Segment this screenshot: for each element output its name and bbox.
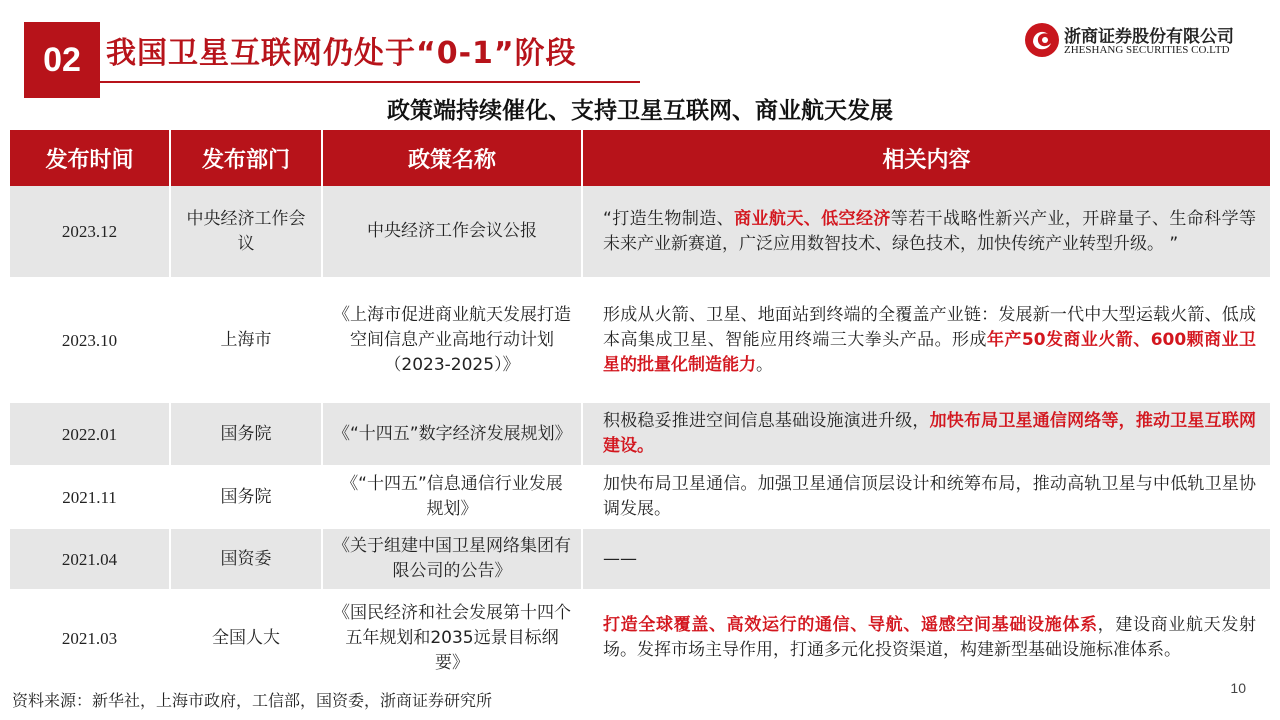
cell-department: 中央经济工作会议 (170, 186, 322, 278)
highlighted-text: 加快布局卫星通信网络等，推动卫星互联网建设。 (603, 411, 1256, 456)
zheshang-logo-icon (1024, 22, 1060, 58)
cell-date: 2021.03 (10, 590, 170, 686)
content-text: —— (603, 548, 637, 569)
highlighted-text: 年产50发商业火箭、600颗商业卫星的批量化制造能力 (603, 329, 1256, 375)
cell-date: 2023.12 (10, 186, 170, 278)
cell-date: 2022.01 (10, 402, 170, 466)
cell-date: 2021.04 (10, 528, 170, 590)
table-row (10, 590, 1270, 686)
table-subtitle: 政策端持续催化、支持卫星互联网、商业航天发展 (387, 98, 893, 124)
cell-department: 国务院 (170, 466, 322, 528)
table-body (10, 186, 1270, 686)
page-number: 10 (1230, 680, 1246, 696)
company-logo (1024, 22, 1254, 62)
content-text: “打造生物制造、 (603, 208, 735, 229)
table-row (10, 402, 1270, 466)
cell-policy-name: 中央经济工作会议公报 (322, 186, 582, 278)
table-row (10, 528, 1270, 590)
table-row (10, 278, 1270, 402)
content-text: 等若干战略性新兴产业，开辟量子、生命科学等未来产业新赛道，广泛应用数智技术、绿色技术，加快传统产业转型升级。 ” (603, 208, 1257, 254)
title-underline (100, 81, 640, 83)
column-header-content: 相关内容 (582, 130, 1270, 186)
cell-policy-name: 《“十四五”信息通信行业发展规划》 (322, 466, 582, 528)
cell-department: 国务院 (170, 402, 322, 466)
cell-department: 上海市 (170, 278, 322, 402)
logo-company-name-cn: 浙商证券股份有限公司 (1064, 27, 1234, 47)
cell-department: 国资委 (170, 528, 322, 590)
column-header-department: 发布部门 (170, 130, 322, 186)
highlighted-text: 打造全球覆盖、高效运行的通信、导航、遥感空间基础设施体系 (603, 615, 1098, 635)
cell-content (582, 278, 1270, 402)
column-header-date: 发布时间 (10, 130, 170, 186)
content-text: ，建设商业航天发射场。发挥市场主导作用，打通多元化投资渠道，构建新型基础设施标准体系。 (603, 615, 1257, 660)
content-text: 。 (756, 354, 773, 375)
cell-policy-name: 《上海市促进商业航天发展打造空间信息产业高地行动计划（2023-2025）》 (322, 278, 582, 402)
cell-content (582, 186, 1270, 278)
cell-department: 全国人大 (170, 590, 322, 686)
cell-content (582, 590, 1270, 686)
table-row (10, 466, 1270, 528)
cell-date: 2023.10 (10, 278, 170, 402)
cell-content (582, 528, 1270, 590)
logo-company-name-en: ZHESHANG SECURITIES CO.LTD (1064, 44, 1230, 56)
content-text: 积极稳妥推进空间信息基础设施演进升级， (603, 411, 930, 431)
cell-date: 2021.11 (10, 466, 170, 528)
cell-policy-name: 《国民经济和社会发展第十四个五年规划和2035远景目标纲要》 (322, 590, 582, 686)
policy-table (10, 130, 1270, 687)
table-row (10, 186, 1270, 278)
content-text: 形成从火箭、卫星、地面站到终端的全覆盖产业链：发展新一代中大型运载火箭、低成本高集成卫星、智能应用终端三大拳头产品。形成 (603, 304, 1256, 350)
cell-policy-name: 《关于组建中国卫星网络集团有限公司的公告》 (322, 528, 582, 590)
source-note: 资料来源：新华社，上海市政府，工信部，国资委，浙商证券研究所 (12, 691, 493, 710)
highlighted-text: 商业航天、低空经济 (734, 208, 891, 229)
cell-policy-name: 《“十四五”数字经济发展规划》 (322, 402, 582, 466)
table-header-row (10, 130, 1270, 186)
content-text: 加快布局卫星通信。加强卫星通信顶层设计和统筹布局，推动高轨卫星与中低轨卫星协调发展。 (603, 474, 1256, 519)
cell-content (582, 402, 1270, 466)
page-title: 我国卫星互联网仍处于“0-1”阶段 (106, 36, 577, 71)
section-number-badge: 02 (24, 22, 100, 98)
column-header-policy-name: 政策名称 (322, 130, 582, 186)
cell-content (582, 466, 1270, 528)
